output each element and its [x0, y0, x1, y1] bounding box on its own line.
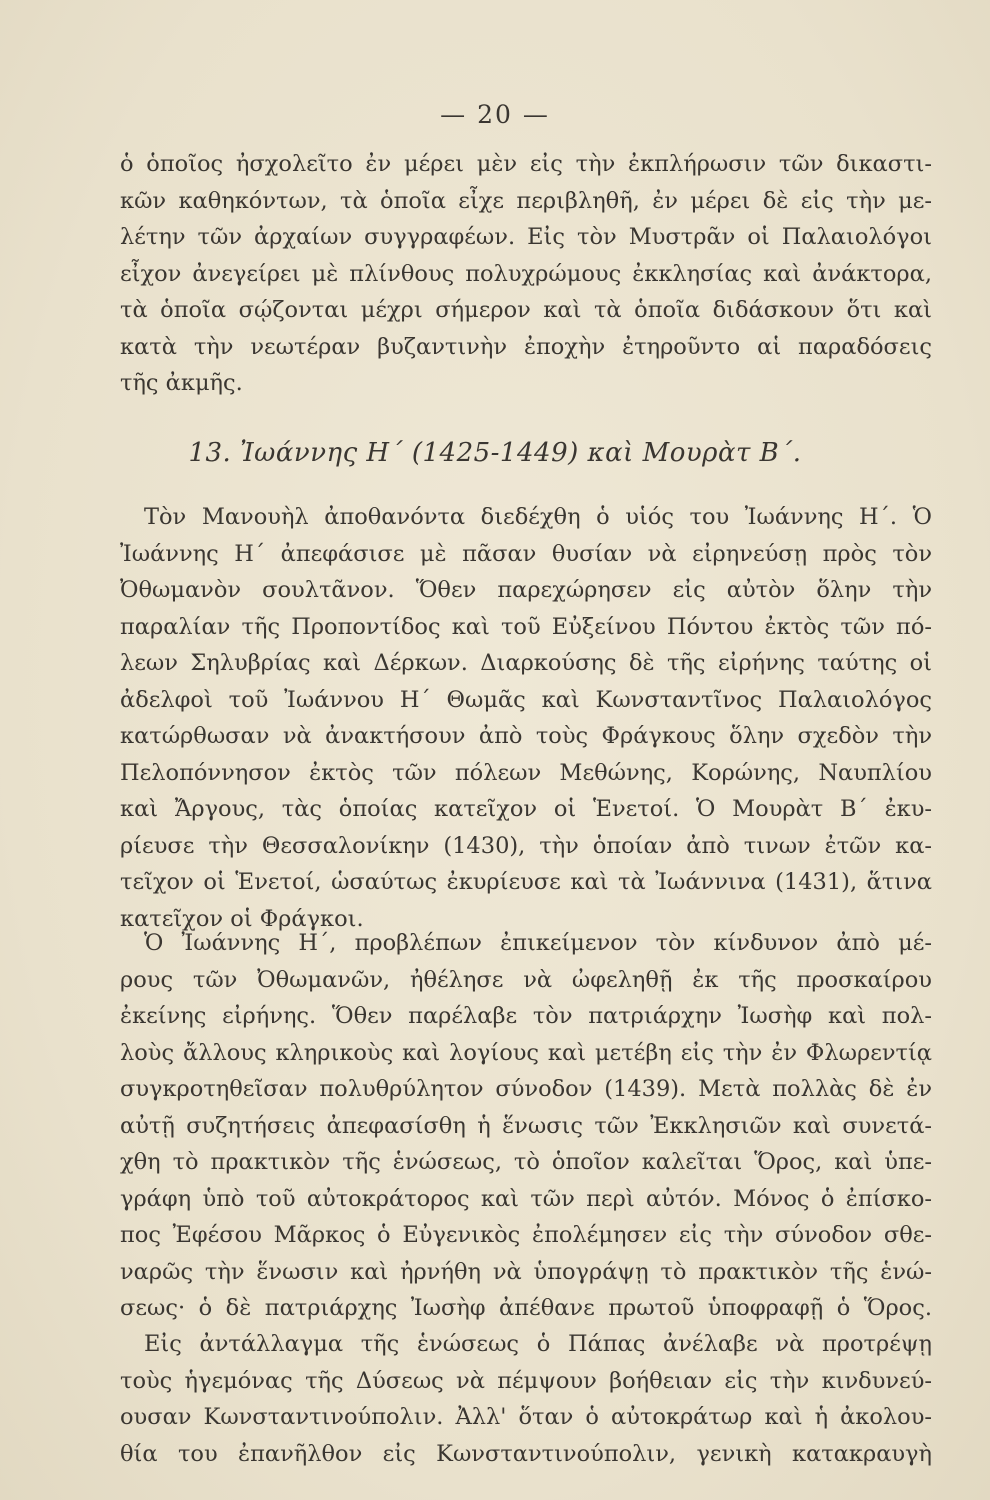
- text-line: γράφη ὑπὸ τοῦ αὐτοκράτορος καὶ τῶν περὶ αὐτόν. Μόνος ὁ ἐπίσκο-: [120, 1185, 932, 1212]
- text-line: αὐτῇ συζητήσεις ἀπεφασίσθη ἡ ἕνωσις τῶν Ἐκκλησιῶν καὶ συνετά-: [120, 1112, 932, 1139]
- text-line: κῶν καθηκόντων, τὰ ὁποῖα εἶχε περιβληθῆ, ἐν μέρει δὲ εἰς τὴν με-: [120, 187, 932, 214]
- text-line: ναρῶς τὴν ἕνωσιν καὶ ἠρνήθη νὰ ὑπογράψῃ τὸ πρακτικὸν τῆς ἑνώ-: [120, 1258, 932, 1285]
- text-line: λοὺς ἄλλους κληρικοὺς καὶ λογίους καὶ μετέβη εἰς τὴν ἐν Φλωρεντίᾳ: [120, 1039, 932, 1066]
- text-line: κατεῖχον οἱ Φράγκοι.: [120, 905, 364, 932]
- text-line: τὰ ὁποῖα σῴζονται μέχρι σήμερον καὶ τὰ ὁποῖα διδάσκουν ὅτι καὶ: [120, 297, 932, 323]
- text-line: καὶ Ἄργους, τὰς ὁποίας κατεῖχον οἱ Ἑνετοί. Ὁ Μουρὰτ Β΄ ἐκυ-: [120, 796, 932, 822]
- text-line: παραλίαν τῆς Προποντίδος καὶ τοῦ Εὐξείνου Πόντου ἐκτὸς τῶν πό-: [120, 613, 932, 640]
- text-line: Εἰς ἀντάλλαγμα τῆς ἑνώσεως ὁ Πάπας ἀνέλαβε νὰ προτρέψῃ: [144, 1331, 932, 1357]
- paragraph-top: [120, 146, 932, 402]
- text-line: τοὺς ἡγεμόνας τῆς Δύσεως νὰ πέμψουν βοήθειαν εἰς τὴν κινδυνεύ-: [120, 1367, 932, 1394]
- text-line: Ἰωάννης Η΄ ἀπεφάσισε μὲ πᾶσαν θυσίαν νὰ εἰρηνεύσῃ πρὸς τὸν: [120, 540, 932, 567]
- text-line: σεως· ὁ δὲ πατριάρχης Ἰωσὴφ ἀπέθανε πρωτοῦ ὑποφραφῇ ὁ Ὅρος.: [120, 1295, 932, 1321]
- text-line: ρίευσε τὴν Θεσσαλονίκην (1430), τὴν ὁποίαν ἀπὸ τινων ἐτῶν κα-: [120, 832, 932, 859]
- text-line: Ὁ Ἰωάννης Η΄, προβλέπων ἐπικείμενον τὸν κίνδυνον ἀπὸ μέ-: [144, 930, 932, 956]
- text-line: λεων Σηλυβρίας καὶ Δέρκων. Διαρκούσης δὲ τῆς εἰρήνης ταύτης οἱ: [120, 650, 932, 676]
- section-heading: 13. Ἰωάννης Η΄ (1425-1449) καὶ Μουρὰτ Β΄.: [188, 438, 802, 468]
- text-line: ἀδελφοὶ τοῦ Ἰωάννου Η΄ Θωμᾶς καὶ Κωνσταντῖνος Παλαιολόγος: [120, 686, 932, 713]
- text-line: ἐκείνης εἰρήνης. Ὅθεν παρέλαβε τὸν πατριάρχην Ἰωσὴφ καὶ πολ-: [120, 1003, 932, 1029]
- text-line: Τὸν Μανουὴλ ἀποθανόντα διεδέχθη ὁ υἱός του Ἰωάννης Η΄. Ὁ: [144, 504, 932, 530]
- text-line: Πελοπόννησον ἐκτὸς τῶν πόλεων Μεθώνης, Κορώνης, Ναυπλίου: [120, 759, 932, 786]
- text-line: πος Ἐφέσου Μᾶρκος ὁ Εὐγενικὸς ἐπολέμησεν εἰς τὴν σύνοδον σθε-: [120, 1222, 932, 1248]
- text-line: ρους τῶν Ὀθωμανῶν, ἠθέλησε νὰ ὠφεληθῇ ἐκ τῆς προσκαίρου: [120, 966, 932, 993]
- text-line: ουσαν Κωνσταντινούπολιν. Ἀλλ' ὅταν ὁ αὐτοκράτωρ καὶ ἡ ἀκολου-: [120, 1404, 932, 1430]
- text-line: εἶχον ἀνεγείρει μὲ πλίνθους πολυχρώμους ἐκκλησίας καὶ ἀνάκτορα,: [120, 260, 932, 287]
- text-line: συγκροτηθεῖσαν πολυθρύλητον σύνοδον (1439). Μετὰ πολλὰς δὲ ἐν: [120, 1076, 932, 1102]
- text-line: ὁ ὁποῖος ἠσχολεῖτο ἐν μέρει μὲν εἰς τὴν ἐκπλήρωσιν τῶν δικαστι-: [120, 151, 932, 177]
- paragraph-3: [120, 925, 932, 1327]
- text-line: κατώρθωσαν νὰ ἀνακτήσουν ἀπὸ τοὺς Φράγκους ὅλην σχεδὸν τὴν: [120, 723, 932, 749]
- text-line: τῆς ἀκμῆς.: [120, 370, 243, 396]
- paragraph-2: [120, 499, 932, 937]
- text-line: λέτην τῶν ἀρχαίων συγγραφέων. Εἰς τὸν Μυστρᾶν οἱ Παλαιολόγοι: [120, 224, 932, 250]
- text-line: χθη τὸ πρακτικὸν τῆς ἑνώσεως, τὸ ὁποῖον καλεῖται Ὅρος, καὶ ὑπε-: [120, 1149, 932, 1175]
- page-number: — 20 —: [440, 100, 550, 129]
- text-line: Ὀθωμανὸν σουλτᾶνον. Ὅθεν παρεχώρησεν εἰς αὐτὸν ὅλην τὴν: [120, 577, 932, 603]
- text-line: τεῖχον οἱ Ἑνετοί, ὡσαύτως ἐκυρίευσε καὶ τὰ Ἰωάννινα (1431), ἅτινα: [120, 869, 932, 895]
- text-line: κατὰ τὴν νεωτέραν βυζαντινὴν ἐποχὴν ἐτηροῦντο αἱ παραδόσεις: [120, 333, 932, 360]
- text-line: θία του ἐπανῆλθον εἰς Κωνσταντινούπολιν, γενικὴ κατακραυγὴ: [120, 1440, 932, 1467]
- paragraph-4: [120, 1326, 932, 1472]
